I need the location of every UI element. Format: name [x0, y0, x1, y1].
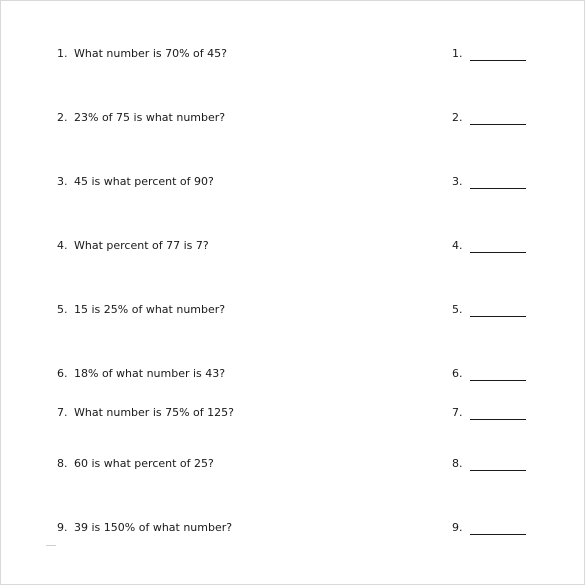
question-number: 7. [57, 406, 68, 419]
answer-label: 9. [452, 521, 463, 534]
question-row-7 [1, 406, 585, 422]
question-number: 1. [57, 47, 68, 60]
question-number: 6. [57, 367, 68, 380]
question-number: 8. [57, 457, 68, 470]
question-number: 3. [57, 175, 68, 188]
question-text: 18% of what number is 43? [74, 367, 226, 380]
question-text: What number is 70% of 45? [74, 47, 227, 60]
answer-label: 6. [452, 367, 463, 380]
page-corner-mark [46, 545, 56, 546]
question-number: 9. [57, 521, 68, 534]
question-row-6 [1, 367, 585, 383]
question-text: 60 is what percent of 25? [74, 457, 214, 470]
question-text: 39 is 150% of what number? [74, 521, 233, 534]
answer-blank[interactable] [470, 252, 526, 253]
question-row-1 [1, 47, 585, 63]
question-text: What number is 75% of 125? [74, 406, 234, 419]
question-text: 15 is 25% of what number? [74, 303, 226, 316]
question-row-5 [1, 303, 585, 319]
question-number: 5. [57, 303, 68, 316]
answer-blank[interactable] [470, 380, 526, 381]
question-text: 45 is what percent of 90? [74, 175, 214, 188]
answer-label: 2. [452, 111, 463, 124]
answer-blank[interactable] [470, 316, 526, 317]
answer-label: 8. [452, 457, 463, 470]
question-row-9 [1, 521, 585, 537]
answer-label: 5. [452, 303, 463, 316]
answer-blank[interactable] [470, 534, 526, 535]
answer-blank[interactable] [470, 124, 526, 125]
answer-label: 4. [452, 239, 463, 252]
question-text: 23% of 75 is what number? [74, 111, 226, 124]
question-number: 4. [57, 239, 68, 252]
answer-blank[interactable] [470, 188, 526, 189]
question-row-4 [1, 239, 585, 255]
answer-blank[interactable] [470, 60, 526, 61]
answer-label: 3. [452, 175, 463, 188]
question-row-3 [1, 175, 585, 191]
answer-label: 1. [452, 47, 463, 60]
question-row-2 [1, 111, 585, 127]
question-row-8 [1, 457, 585, 473]
answer-blank[interactable] [470, 470, 526, 471]
answer-label: 7. [452, 406, 463, 419]
question-number: 2. [57, 111, 68, 124]
question-text: What percent of 77 is 7? [74, 239, 209, 252]
answer-blank[interactable] [470, 419, 526, 420]
